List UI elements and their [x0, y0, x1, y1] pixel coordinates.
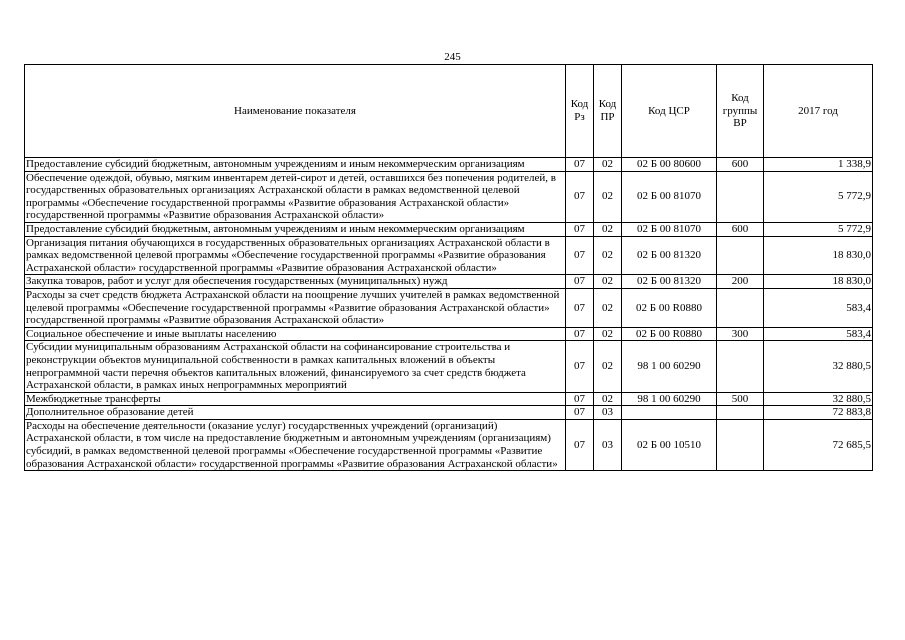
cell-name: Обеспечение одеждой, обувью, мягким инвентарем детей-сирот и детей, оставшихся без попечения родителей, в государственных образовательных организациях Астраханской области в рамках ведомственной целевой программы «Обеспечение государственной программы «Развитие образования Астраханской области» государственной программы «Развитие образования Астраханской области»	[25, 171, 566, 222]
cell-csr: 98 1 00 60290	[622, 341, 717, 392]
header-pr: Код ПР	[594, 65, 622, 158]
cell-vr	[717, 419, 764, 470]
cell-amount: 18 830,0	[764, 275, 873, 289]
cell-csr: 02 Б 00 R0880	[622, 327, 717, 341]
cell-amount: 18 830,0	[764, 236, 873, 275]
cell-amount: 32 880,5	[764, 341, 873, 392]
table-row	[25, 406, 873, 420]
table-row	[25, 158, 873, 172]
cell-vr	[717, 236, 764, 275]
cell-name: Субсидии муниципальным образованиям Астраханской области на софинансирование строительства и реконструкции объектов муниципальной собственности в рамках капитальных вложений в объекты непрограммной части перечня объектов капитальных вложений, финансируемого за счет средств бюджета Астраханской области, в рамках иных непрограммных мероприятий	[25, 341, 566, 392]
table-row	[25, 275, 873, 289]
cell-vr: 500	[717, 392, 764, 406]
table-header-row	[25, 65, 873, 158]
table-row	[25, 327, 873, 341]
cell-vr: 600	[717, 158, 764, 172]
header-vr: Код группы ВР	[717, 65, 764, 158]
cell-name: Межбюджетные трансферты	[25, 392, 566, 406]
cell-vr	[717, 406, 764, 420]
cell-rz: 07	[566, 158, 594, 172]
cell-csr: 98 1 00 60290	[622, 392, 717, 406]
cell-rz: 07	[566, 419, 594, 470]
cell-pr: 03	[594, 406, 622, 420]
cell-csr	[622, 406, 717, 420]
cell-name: Предоставление субсидий бюджетным, автономным учреждениям и иным некоммерческим организациям	[25, 222, 566, 236]
cell-rz: 07	[566, 327, 594, 341]
cell-pr: 02	[594, 392, 622, 406]
cell-rz: 07	[566, 275, 594, 289]
cell-csr: 02 Б 00 81320	[622, 236, 717, 275]
cell-pr: 02	[594, 222, 622, 236]
cell-rz: 07	[566, 222, 594, 236]
cell-pr: 02	[594, 236, 622, 275]
table-row	[25, 419, 873, 470]
cell-rz: 07	[566, 341, 594, 392]
cell-csr: 02 Б 00 R0880	[622, 288, 717, 327]
cell-name: Предоставление субсидий бюджетным, автономным учреждениям и иным некоммерческим организациям	[25, 158, 566, 172]
cell-pr: 02	[594, 327, 622, 341]
cell-rz: 07	[566, 392, 594, 406]
table-body	[25, 158, 873, 471]
table-row	[25, 236, 873, 275]
header-rz: Код Рз	[566, 65, 594, 158]
cell-rz: 07	[566, 236, 594, 275]
cell-csr: 02 Б 00 81070	[622, 171, 717, 222]
cell-amount: 583,4	[764, 327, 873, 341]
cell-name: Расходы за счет средств бюджета Астраханской области на поощрение лучших учителей в рамках ведомственной целевой программы «Обеспечение государственной программы «Развитие образования Астраханской области» государственной программы «Развитие образования Астраханской области»	[25, 288, 566, 327]
cell-amount: 72 685,5	[764, 419, 873, 470]
header-name: Наименование показателя	[25, 65, 566, 158]
cell-rz: 07	[566, 406, 594, 420]
cell-pr: 02	[594, 288, 622, 327]
cell-rz: 07	[566, 171, 594, 222]
cell-csr: 02 Б 00 81320	[622, 275, 717, 289]
table-row	[25, 341, 873, 392]
cell-vr	[717, 341, 764, 392]
cell-pr: 02	[594, 158, 622, 172]
cell-vr	[717, 171, 764, 222]
cell-amount: 583,4	[764, 288, 873, 327]
cell-csr: 02 Б 00 10510	[622, 419, 717, 470]
cell-name: Расходы на обеспечение деятельности (оказание услуг) государственных учреждений (организаций) Астраханской области, в том числе на предоставление бюджетным и автономным учреждениям (организациям) субсидий, в рамках ведомственной целевой программы «Обеспечение государственной программы «Развитие образования Астраханской области» государственной программы «Развитие образования Астраханской области»	[25, 419, 566, 470]
header-csr: Код ЦСР	[622, 65, 717, 158]
cell-pr: 02	[594, 171, 622, 222]
cell-vr: 600	[717, 222, 764, 236]
cell-csr: 02 Б 00 80600	[622, 158, 717, 172]
cell-pr: 02	[594, 275, 622, 289]
cell-rz: 07	[566, 288, 594, 327]
header-year: 2017 год	[764, 65, 873, 158]
cell-pr: 02	[594, 341, 622, 392]
page-number: 245	[444, 51, 461, 63]
cell-amount: 5 772,9	[764, 222, 873, 236]
cell-vr	[717, 288, 764, 327]
cell-name: Организация питания обучающихся в государственных образовательных организациях Астраханской области в рамках ведомственной целевой программы «Обеспечение государственной программы «Развитие образования Астраханской области» государственной программы «Развитие образования Астраханской области»	[25, 236, 566, 275]
cell-vr: 300	[717, 327, 764, 341]
cell-vr: 200	[717, 275, 764, 289]
cell-amount: 1 338,9	[764, 158, 873, 172]
table-row	[25, 222, 873, 236]
cell-amount: 32 880,5	[764, 392, 873, 406]
table-row	[25, 392, 873, 406]
cell-name: Социальное обеспечение и иные выплаты населению	[25, 327, 566, 341]
cell-csr: 02 Б 00 81070	[622, 222, 717, 236]
table-row	[25, 171, 873, 222]
table-row	[25, 288, 873, 327]
budget-table	[24, 64, 873, 471]
cell-name: Закупка товаров, работ и услуг для обеспечения государственных (муниципальных) нужд	[25, 275, 566, 289]
cell-amount: 72 883,8	[764, 406, 873, 420]
cell-name: Дополнительное образование детей	[25, 406, 566, 420]
cell-amount: 5 772,9	[764, 171, 873, 222]
cell-pr: 03	[594, 419, 622, 470]
